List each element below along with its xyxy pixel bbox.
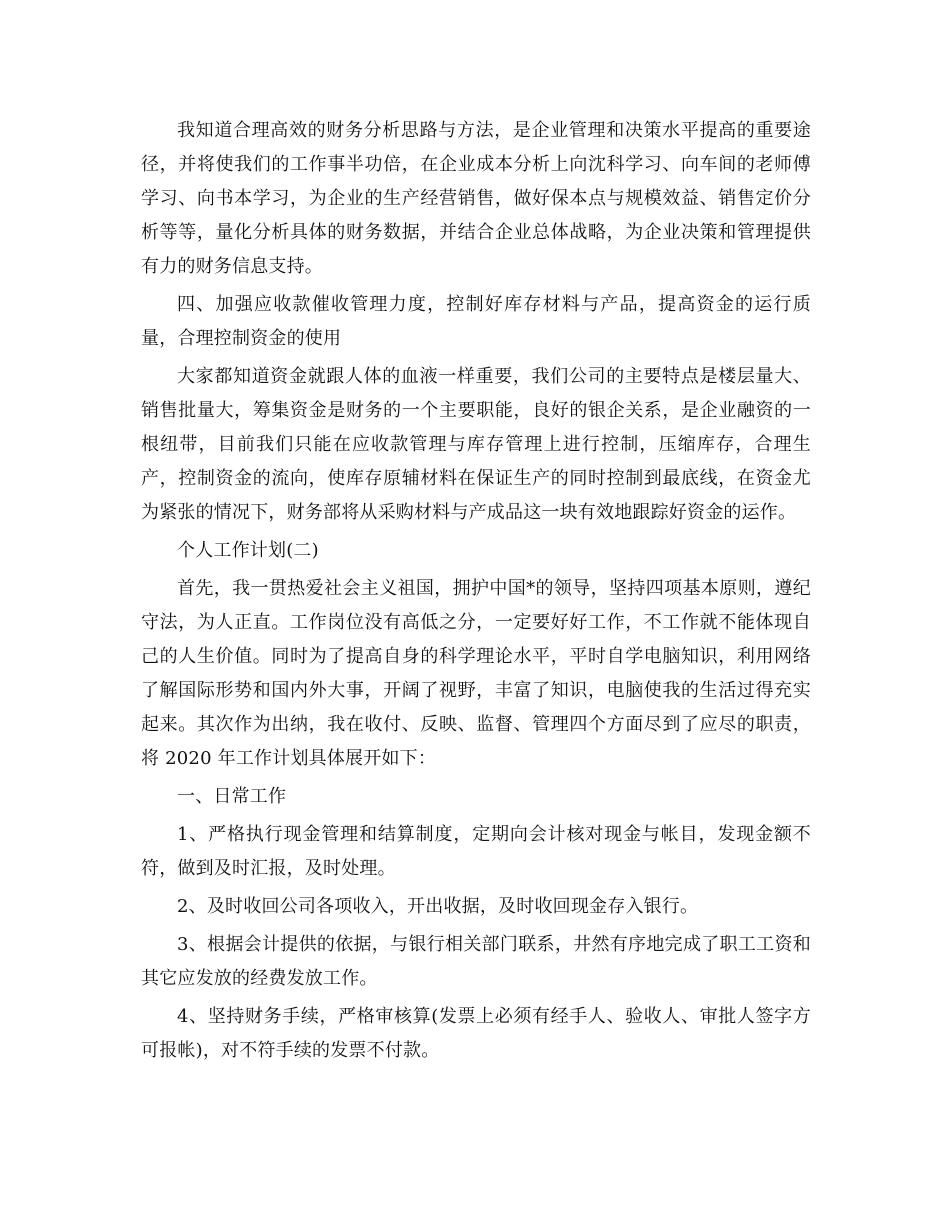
heading-personal-work-plan-2: 个人工作计划(二): [177, 540, 319, 561]
paragraph-financial-analysis: 我知道合理高效的财务分析思路与方法，是企业管理和决策水平提高的重要途径，并将使我们的工作事半功倍，在企业成本分析上向沈科学习、向车间的老师傅学习、向书本学习，为企业的生产经营销售，做好保本点与规模效益、销售定价分析等等，量化分析具体的财务数据，并结合企业总体战略，为企业决策和管理提供有力的财务信息支持。: [141, 120, 811, 277]
heading-receivables-management: 四、加强应收款催收管理力度，控制好库存材料与产品，提高资金的运行质量，合理控制资金的使用: [141, 294, 811, 349]
paragraph-introduction: 首先，我一贯热爱社会主义祖国，拥护中国*的领导，坚持四项基本原则，遵纪守法，为人正直。工作岗位没有高低之分，一定要好好工作，不工作就不能体现自己的人生价值。同时为了提高自身的科学理论水平，平时自学电脑知识，利用网络了解国际形势和国内外大事，开阔了视野，丰富了知识，电脑使我的生活过得充实起来。其次作为出纳，我在收付、反映、监督、管理四个方面尽到了应尽的职责，将 2020 年工作计划具体展开如下：: [141, 578, 811, 769]
list-item-cash-management: 1、严格执行现金管理和结算制度，定期向会计核对现金与帐目，发现金额不符，做到及时汇报，及时处理。: [141, 824, 811, 879]
list-item-salary-payment: 3、根据会计提供的依据，与银行相关部门联系，井然有序地完成了职工工资和其它应发放的经费发放工作。: [141, 934, 811, 989]
paragraph-capital-control: 大家都知道资金就跟人体的血液一样重要，我们公司的主要特点是楼层量大、销售批量大，筹集资金是财务的一个主要职能，良好的银企关系，是企业融资的一根纽带，目前我们只能在应收款管理与库存管理上进行控制，压缩库存，合理生产，控制资金的流向，使库存原辅材料在保证生产的同时控制到最底线，在资金尤为紧张的情况下，财务部将从采购材料与产成品这一块有效地跟踪好资金的运作。: [141, 366, 811, 523]
list-item-revenue-collection: 2、及时收回公司各项收入，开出收据，及时收回现金存入银行。: [177, 896, 699, 917]
list-item-financial-procedures: 4、坚持财务手续，严格审核算(发票上必须有经手人、验收人、审批人签字方可报帐)，对不符手续的发票不付款。: [141, 1006, 811, 1061]
document-body: [141, 114, 811, 1072]
heading-daily-work: 一、日常工作: [177, 786, 287, 807]
